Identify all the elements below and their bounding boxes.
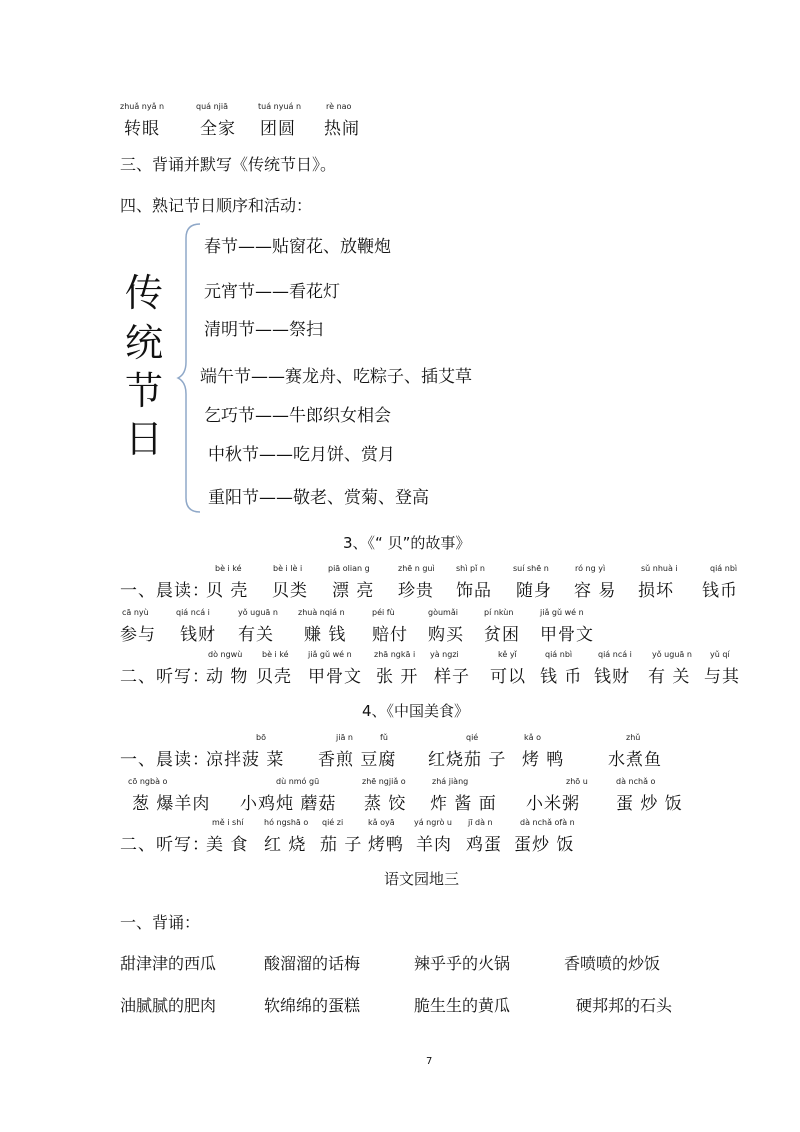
pinyin: qiá ncá i: [598, 650, 632, 659]
section-3-heading: 三、背诵并默写《传统节日》。: [120, 155, 337, 174]
word: 红 烧: [264, 835, 307, 855]
pinyin: cō ngbà o: [128, 777, 168, 786]
word: 损坏: [638, 581, 674, 601]
lesson-3-title: 3、《“ 贝”的故事》: [343, 534, 471, 552]
word: 热闹: [324, 119, 360, 139]
phrase: 辣乎乎的火锅: [414, 954, 511, 973]
word: 饰品: [456, 581, 492, 601]
festival-item: 乞巧节——牛郎织女相会: [204, 406, 391, 426]
word: 贝 壳: [206, 581, 249, 601]
pinyin: pí nkùn: [484, 608, 514, 617]
pinyin: bè i lè i: [273, 564, 303, 573]
pinyin: kě yǐ: [498, 650, 517, 659]
word: 张 开: [376, 667, 419, 687]
recite-label: 一、背诵：: [120, 913, 201, 932]
pinyin: kǎ oyā: [368, 818, 395, 827]
word: 钱财: [180, 625, 216, 645]
phrase: 油腻腻的肥肉: [120, 996, 217, 1015]
word: 蛋炒 饭: [514, 835, 575, 855]
word: 炸 酱 面: [430, 794, 497, 814]
write-label: 二、听写：: [120, 667, 210, 687]
word: 红烧茄 子: [428, 750, 507, 770]
section-4-heading: 四、熟记节日顺序和活动：: [120, 196, 313, 215]
word: 香煎 豆腐: [318, 750, 397, 770]
pinyin: dù nmó gū: [276, 777, 320, 786]
word: 蒸 饺: [364, 794, 407, 814]
word: 贝类: [272, 581, 308, 601]
pinyin: tuá nyuá n: [258, 102, 302, 111]
festival-title-char: 节: [125, 369, 164, 413]
word: 烤鸭: [368, 835, 404, 855]
word: 美 食: [206, 835, 249, 855]
pinyin: qié: [466, 733, 479, 742]
phrase: 软绵绵的蛋糕: [264, 996, 361, 1015]
word: 水煮鱼: [608, 750, 662, 770]
pinyin: zhuà nqiá n: [298, 608, 345, 617]
pinyin: zhē ngjiǎ o: [362, 777, 406, 786]
pinyin: ró ng yì: [575, 564, 606, 573]
pinyin: dà nchǎ o: [616, 777, 656, 786]
word: 动 物: [206, 667, 249, 687]
pinyin: yǔ qí: [710, 650, 730, 659]
festival-item: 元宵节——看花灯: [204, 282, 340, 302]
pinyin: shì pǐ n: [456, 564, 485, 573]
pinyin: fǔ: [380, 733, 388, 742]
pinyin: zhǔ: [626, 733, 641, 742]
word: 小米粥: [526, 794, 580, 814]
pinyin: yǒ uguā n: [238, 608, 278, 617]
pinyin: mě i shí: [212, 818, 244, 827]
pinyin: zhā ngkā i: [374, 650, 416, 659]
word: 随身: [516, 581, 552, 601]
word: 参与: [120, 625, 156, 645]
pinyin: qié zi: [322, 818, 344, 827]
pinyin: dò ngwù: [208, 650, 243, 659]
pinyin: kǎ o: [524, 733, 541, 742]
pinyin: sǔ nhuà i: [641, 564, 678, 573]
word: 与其: [704, 667, 740, 687]
word: 容 易: [574, 581, 617, 601]
word: 葱 爆羊肉: [132, 794, 211, 814]
pinyin: hó ngshā o: [264, 818, 309, 827]
phrase: 酸溜溜的话梅: [264, 954, 361, 973]
pinyin: zhō u: [566, 777, 588, 786]
word: 小鸡炖 蘑菇: [240, 794, 337, 814]
pinyin: bè i ké: [262, 650, 289, 659]
word: 购买: [428, 625, 464, 645]
word: 钱币: [702, 581, 738, 601]
word: 可以: [490, 667, 526, 687]
word: 钱财: [594, 667, 630, 687]
pinyin: suí shē n: [513, 564, 549, 573]
word: 有 关: [648, 667, 691, 687]
pinyin: zhá jiàng: [432, 777, 469, 786]
phrase: 脆生生的黄瓜: [414, 996, 511, 1015]
pinyin: jiā n: [336, 733, 353, 742]
festival-item: 中秋节——吃月饼、赏月: [208, 445, 395, 465]
festival-item: 重阳节——敬老、赏菊、登高: [208, 488, 429, 508]
word: 甲骨文: [308, 667, 362, 687]
pinyin: yá ngrò u: [414, 818, 452, 827]
pinyin: cā nyù: [122, 608, 149, 617]
festival-title-char: 传: [125, 271, 164, 315]
pinyin: rè nao: [326, 102, 352, 111]
pinyin: gòumǎi: [428, 608, 458, 617]
word: 钱 币: [540, 667, 583, 687]
pinyin: jiǎ gǔ wé n: [540, 608, 584, 617]
pinyin: dà nchǎ ofà n: [520, 818, 575, 827]
page-number: 7: [426, 1056, 433, 1067]
read-label: 一、晨读：: [120, 581, 210, 601]
pinyin: qiá nbì: [545, 650, 573, 659]
word: 漂 亮: [332, 581, 375, 601]
festival-title-char: 日: [125, 417, 164, 461]
word: 羊肉: [416, 835, 452, 855]
word: 贝壳: [256, 667, 292, 687]
word: 有关: [238, 625, 274, 645]
pinyin: qiá nbì: [710, 564, 738, 573]
pinyin: yà ngzi: [430, 650, 459, 659]
word: 烤 鸭: [522, 750, 565, 770]
pinyin: qiá ncá i: [176, 608, 210, 617]
pinyin: yǒ uguā n: [652, 650, 692, 659]
phrase: 香喷喷的炒饭: [564, 954, 661, 973]
read-label: 一、晨读：: [120, 750, 210, 770]
pinyin: jī dà n: [468, 818, 493, 827]
festival-item: 清明节——祭扫: [204, 320, 323, 340]
pinyin: zhuǎ nyǎ n: [120, 102, 165, 111]
pinyin: quá njiā: [196, 102, 229, 111]
word: 贫困: [484, 625, 520, 645]
lesson-4-title: 4、《中国美食》: [362, 702, 470, 720]
word: 转眼: [124, 119, 160, 139]
word: 赚 钱: [304, 625, 347, 645]
festival-item: 春节——贴窗花、放鞭炮: [204, 237, 391, 257]
word: 茄 子: [320, 835, 363, 855]
word: 凉拌菠 菜: [206, 750, 285, 770]
write-label: 二、听写：: [120, 835, 210, 855]
pinyin: bō: [256, 733, 266, 742]
word: 样子: [434, 667, 470, 687]
garden-title: 语文园地三: [384, 870, 460, 888]
festival-item: 端午节——赛龙舟、吃粽子、插艾草: [200, 367, 472, 387]
pinyin: jiǎ gǔ wé n: [308, 650, 352, 659]
pinyin: piā olian g: [328, 564, 370, 573]
word: 甲骨文: [540, 625, 594, 645]
phrase: 甜津津的西瓜: [120, 954, 217, 973]
pinyin: zhē n guì: [398, 564, 435, 573]
pinyin: bè i ké: [215, 564, 242, 573]
word: 蛋 炒 饭: [616, 794, 683, 814]
word: 鸡蛋: [466, 835, 502, 855]
pinyin: péi fù: [372, 608, 395, 617]
word: 全家: [200, 119, 236, 139]
word: 珍贵: [398, 581, 434, 601]
word: 团圆: [260, 119, 296, 139]
word: 赔付: [372, 625, 408, 645]
festival-title-char: 统: [125, 321, 164, 365]
phrase: 硬邦邦的石头: [576, 996, 673, 1015]
